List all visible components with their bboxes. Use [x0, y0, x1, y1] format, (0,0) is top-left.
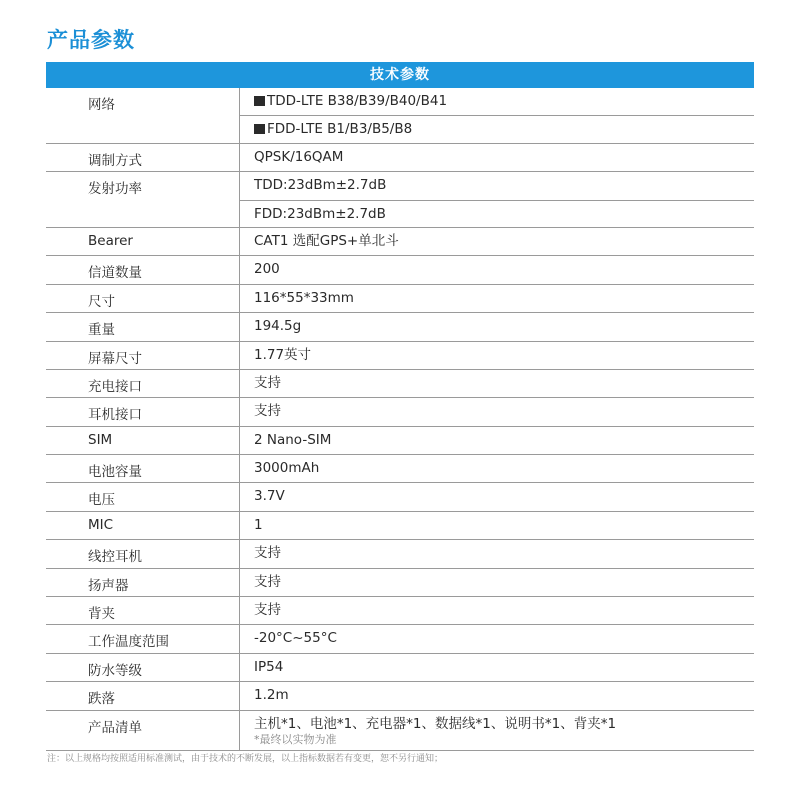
- row-label: Bearer: [46, 228, 240, 255]
- row-value: [240, 313, 754, 340]
- table-row: [46, 285, 754, 313]
- table-row: [46, 313, 754, 341]
- row-value-text: 194.5g: [254, 318, 302, 335]
- row-values: [240, 455, 754, 482]
- row-label: 防水等级: [46, 654, 240, 681]
- row-label: 工作温度范围: [46, 625, 240, 652]
- row-value-text: 1: [254, 516, 263, 533]
- square-bullet-icon: [254, 96, 265, 106]
- row-value: [240, 625, 754, 652]
- row-value: [240, 512, 754, 539]
- table-row: [46, 711, 754, 751]
- row-value: [240, 172, 754, 199]
- row-label: SIM: [46, 427, 240, 454]
- table-row: [46, 682, 754, 710]
- row-value-text: 主机*1、电池*1、充电器*1、数据线*1、说明书*1、背夹*1: [254, 715, 617, 732]
- row-value-text: FDD:23dBm±2.7dB: [254, 205, 386, 222]
- row-values: [240, 256, 754, 283]
- row-value-text: QPSK/16QAM: [254, 148, 344, 165]
- row-value: [240, 285, 754, 312]
- table-row: [46, 172, 754, 228]
- row-value-text: 116*55*33mm: [254, 289, 354, 306]
- row-values: [240, 313, 754, 340]
- table-row: [46, 144, 754, 172]
- table-row: [46, 370, 754, 398]
- table-row: [46, 228, 754, 256]
- row-value-text: 支持: [254, 602, 281, 619]
- row-values: [240, 597, 754, 624]
- row-values: [240, 398, 754, 425]
- row-values: [240, 427, 754, 454]
- row-label: 屏幕尺寸: [46, 342, 240, 369]
- row-values: [240, 569, 754, 596]
- table-row: [46, 427, 754, 455]
- row-value: [240, 427, 754, 454]
- row-value: [240, 342, 754, 369]
- row-values: [240, 512, 754, 539]
- row-value-text: -20°C~55°C: [254, 630, 337, 647]
- table-row: [46, 342, 754, 370]
- table-row: [46, 256, 754, 284]
- row-label: 扬声器: [46, 569, 240, 596]
- row-values: [240, 682, 754, 709]
- row-label: 背夹: [46, 597, 240, 624]
- row-value: [240, 597, 754, 624]
- row-value-text: TDD:23dBm±2.7dB: [254, 177, 387, 194]
- row-value: [240, 88, 754, 115]
- row-values: [240, 625, 754, 652]
- row-value-text: 支持: [254, 545, 281, 562]
- row-value: [240, 569, 754, 596]
- row-value-text: 1.77英寸: [254, 346, 312, 363]
- spec-rows: [46, 88, 754, 751]
- row-label: 跌落: [46, 682, 240, 709]
- row-value: [240, 144, 754, 171]
- row-label: 电压: [46, 483, 240, 510]
- row-values: [240, 370, 754, 397]
- row-label: 产品清单: [46, 711, 240, 750]
- row-label: 网络: [46, 88, 240, 143]
- table-header: 技术参数: [46, 62, 754, 88]
- table-row: [46, 654, 754, 682]
- row-value-text: 3000mAh: [254, 460, 320, 477]
- row-value: [240, 398, 754, 425]
- table-row: [46, 398, 754, 426]
- row-value: [240, 483, 754, 510]
- row-values: [240, 711, 754, 750]
- table-row: [46, 455, 754, 483]
- table-row: [46, 483, 754, 511]
- row-value-text: TDD-LTE B38/B39/B40/B41: [267, 93, 448, 109]
- row-value: [240, 455, 754, 482]
- row-note: *最终以实物为准: [254, 732, 337, 746]
- row-value-text: 2 Nano-SIM: [254, 431, 332, 448]
- row-value: [240, 256, 754, 283]
- table-row: [46, 540, 754, 568]
- row-value-text: 1.2m: [254, 687, 289, 704]
- row-values: [240, 342, 754, 369]
- row-label: 充电接口: [46, 370, 240, 397]
- row-value-text: CAT1 选配GPS+单北斗: [254, 232, 399, 249]
- row-label: MIC: [46, 512, 240, 539]
- row-values: [240, 285, 754, 312]
- spec-table: [46, 62, 754, 751]
- table-row: [46, 88, 754, 144]
- row-value-text: FDD-LTE B1/B3/B5/B8: [267, 121, 413, 138]
- row-values: [240, 228, 754, 255]
- square-bullet-icon: [254, 124, 265, 134]
- row-value-text: 支持: [254, 374, 281, 391]
- row-values: [240, 483, 754, 510]
- row-value: [240, 370, 754, 397]
- row-label: 耳机接口: [46, 398, 240, 425]
- row-value: [240, 115, 754, 142]
- row-label: 重量: [46, 313, 240, 340]
- row-value: [240, 540, 754, 567]
- table-row: [46, 569, 754, 597]
- row-values: [240, 88, 754, 143]
- row-values: [240, 172, 754, 227]
- row-value-text: 3.7V: [254, 488, 285, 505]
- row-value-text: 200: [254, 261, 280, 278]
- row-value: [240, 654, 754, 681]
- row-label: 尺寸: [46, 285, 240, 312]
- row-label: 发射功率: [46, 172, 240, 227]
- row-value: [240, 200, 754, 227]
- row-label: 线控耳机: [46, 540, 240, 567]
- row-label: 电池容量: [46, 455, 240, 482]
- row-label: 调制方式: [46, 144, 240, 171]
- page-title: 产品参数: [47, 28, 135, 52]
- table-row: [46, 512, 754, 540]
- row-value: [240, 228, 754, 255]
- row-value-text: IP54: [254, 658, 284, 675]
- row-values: [240, 540, 754, 567]
- row-value: [240, 682, 754, 709]
- row-label: 信道数量: [46, 256, 240, 283]
- row-value-text: 支持: [254, 403, 281, 420]
- row-values: [240, 654, 754, 681]
- table-row: [46, 597, 754, 625]
- row-values: [240, 144, 754, 171]
- footnote: 注：以上规格均按照适用标准测试，由于技术的不断发展，以上指标数据若有变更，恕不另行通知；: [47, 754, 444, 764]
- row-value-text: 支持: [254, 573, 281, 590]
- table-row: [46, 625, 754, 653]
